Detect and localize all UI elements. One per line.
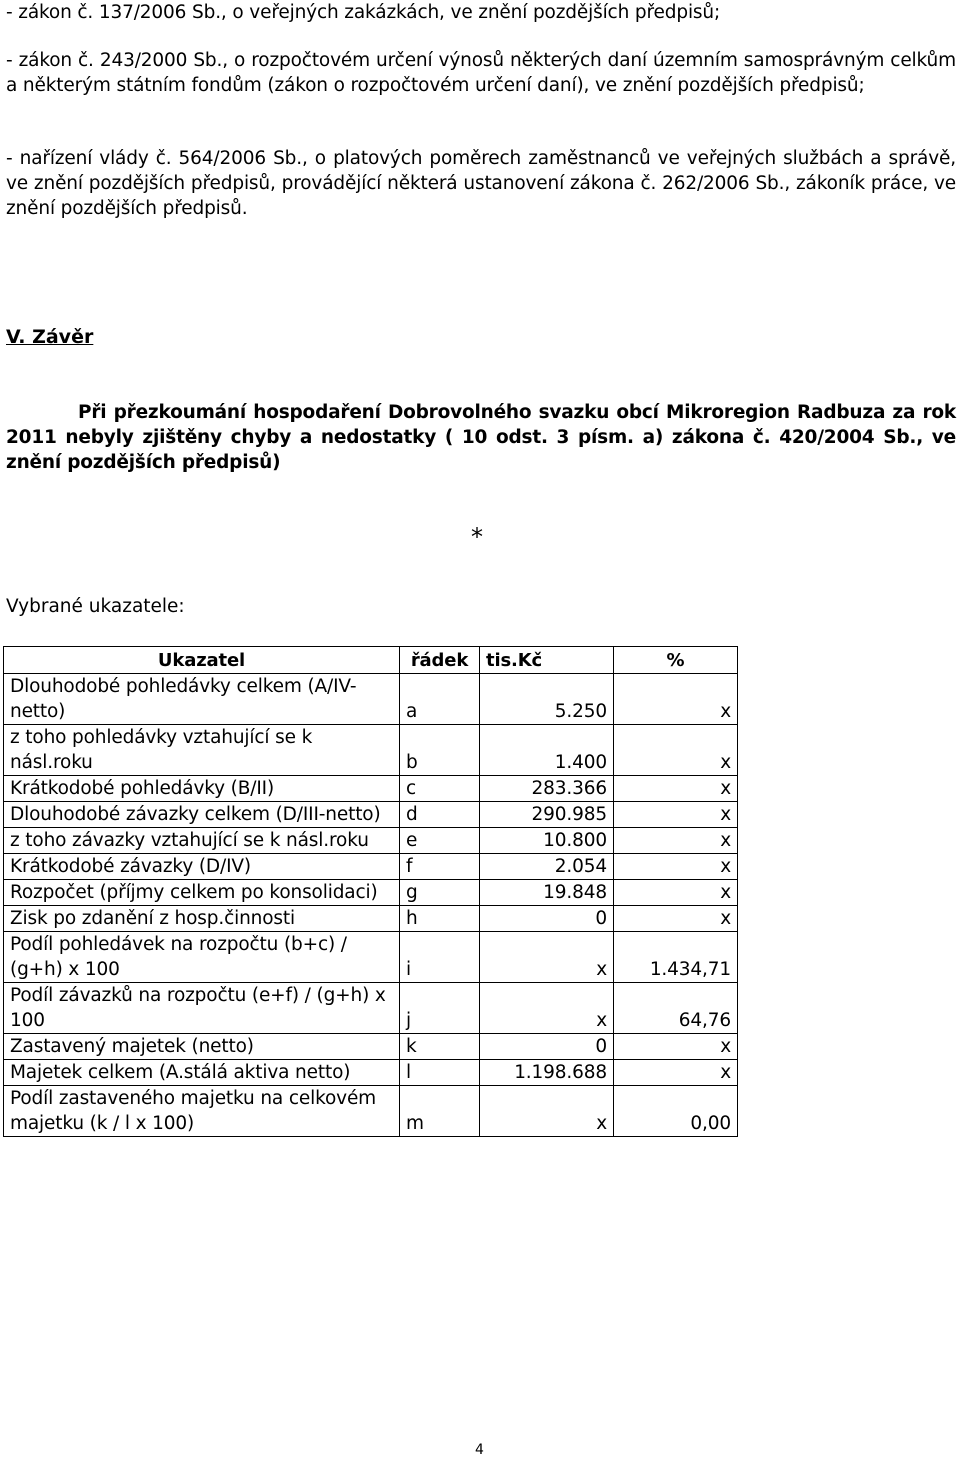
- row-code: d: [400, 802, 480, 828]
- indicator-label: z toho závazky vztahující se k násl.roku: [4, 828, 400, 854]
- value-thousands-czk: x: [480, 1086, 614, 1137]
- table-body: [4, 674, 738, 1137]
- percent-value: 1.434,71: [614, 932, 738, 983]
- row-code: m: [400, 1086, 480, 1137]
- indicator-label: z toho pohledávky vztahující se k násl.roku: [4, 725, 400, 776]
- table-row: [4, 828, 738, 854]
- table-row: [4, 674, 738, 725]
- table-row: [4, 1060, 738, 1086]
- indicator-label: Zisk po zdanění z hosp.činnosti: [4, 906, 400, 932]
- percent-value: x: [614, 1060, 738, 1086]
- table-header-row: [4, 647, 738, 674]
- percent-value: x: [614, 674, 738, 725]
- indicator-label: Dlouhodobé závazky celkem (D/III-netto): [4, 802, 400, 828]
- value-thousands-czk: 283.366: [480, 776, 614, 802]
- row-code: g: [400, 880, 480, 906]
- table-row: [4, 1086, 738, 1137]
- row-code: a: [400, 674, 480, 725]
- percent-value: x: [614, 854, 738, 880]
- indicator-label: Krátkodobé závazky (D/IV): [4, 854, 400, 880]
- percent-value: 0,00: [614, 1086, 738, 1137]
- value-thousands-czk: x: [480, 932, 614, 983]
- row-code: h: [400, 906, 480, 932]
- page-number: 4: [475, 1442, 484, 1458]
- conclusion-statement: Při přezkoumání hospodaření Dobrovolného svazku obcí Mikroregion Radbuza za rok 2011 nebyly zjištěny chyby a nedostatky ( 10 odst. 3 písm. a) zákona č. 420/2004 Sb., ve znění pozdějších předpisů): [6, 402, 956, 473]
- table-row: [4, 776, 738, 802]
- table-row: [4, 1034, 738, 1060]
- row-code: f: [400, 854, 480, 880]
- header-value: tis.Kč: [480, 647, 614, 674]
- row-code: e: [400, 828, 480, 854]
- table-row: [4, 725, 738, 776]
- selected-indicators-label: Vybrané ukazatele:: [6, 596, 185, 617]
- percent-value: x: [614, 906, 738, 932]
- value-thousands-czk: 0: [480, 1034, 614, 1060]
- header-indicator: Ukazatel: [4, 647, 400, 674]
- value-thousands-czk: 2.054: [480, 854, 614, 880]
- law-reference-1: - zákon č. 137/2006 Sb., o veřejných zakázkách, ve znění pozdějších předpisů;: [6, 2, 721, 23]
- table-row: [4, 932, 738, 983]
- row-code: l: [400, 1060, 480, 1086]
- row-code: k: [400, 1034, 480, 1060]
- table-row: [4, 983, 738, 1034]
- indicator-label: Podíl závazků na rozpočtu (e+f) / (g+h) x 100: [4, 983, 400, 1034]
- indicator-label: Podíl pohledávek na rozpočtu (b+c) / (g+h) x 100: [4, 932, 400, 983]
- row-code: j: [400, 983, 480, 1034]
- indicator-label: Majetek celkem (A.stálá aktiva netto): [4, 1060, 400, 1086]
- indicator-label: Rozpočet (příjmy celkem po konsolidaci): [4, 880, 400, 906]
- value-thousands-czk: 1.400: [480, 725, 614, 776]
- percent-value: x: [614, 828, 738, 854]
- value-thousands-czk: 19.848: [480, 880, 614, 906]
- value-thousands-czk: 0: [480, 906, 614, 932]
- percent-value: x: [614, 776, 738, 802]
- indicator-label: Zastavený majetek (netto): [4, 1034, 400, 1060]
- law-reference-2: - zákon č. 243/2000 Sb., o rozpočtovém určení výnosů některých daní územním samosprávným celkům a některým státním fondům (zákon o rozpočtovém určení daní), ve znění pozdějších předpisů;: [6, 50, 956, 96]
- percent-value: 64,76: [614, 983, 738, 1034]
- indicators-table: [3, 646, 738, 1137]
- value-thousands-czk: 1.198.688: [480, 1060, 614, 1086]
- percent-value: x: [614, 725, 738, 776]
- row-code: c: [400, 776, 480, 802]
- table-row: [4, 906, 738, 932]
- separator-asterisk: *: [471, 523, 483, 551]
- value-thousands-czk: 290.985: [480, 802, 614, 828]
- table-row: [4, 880, 738, 906]
- percent-value: x: [614, 1034, 738, 1060]
- percent-value: x: [614, 802, 738, 828]
- percent-value: x: [614, 880, 738, 906]
- row-code: b: [400, 725, 480, 776]
- indicator-label: Podíl zastaveného majetku na celkovém majetku (k / l x 100): [4, 1086, 400, 1137]
- law-reference-3: - nařízení vlády č. 564/2006 Sb., o platových poměrech zaměstnanců ve veřejných službách a správě, ve znění pozdějších předpisů, provádějící některá ustanovení zákona č. 262/2006 Sb., zákoník práce, ve znění pozdějších předpisů.: [6, 148, 956, 219]
- section-heading: V. Závěr: [6, 326, 94, 348]
- table-row: [4, 854, 738, 880]
- value-thousands-czk: 5.250: [480, 674, 614, 725]
- indicator-label: Dlouhodobé pohledávky celkem (A/IV-netto): [4, 674, 400, 725]
- row-code: i: [400, 932, 480, 983]
- header-row-code: řádek: [400, 647, 480, 674]
- table-row: [4, 802, 738, 828]
- header-percent: %: [614, 647, 738, 674]
- value-thousands-czk: 10.800: [480, 828, 614, 854]
- value-thousands-czk: x: [480, 983, 614, 1034]
- indicator-label: Krátkodobé pohledávky (B/II): [4, 776, 400, 802]
